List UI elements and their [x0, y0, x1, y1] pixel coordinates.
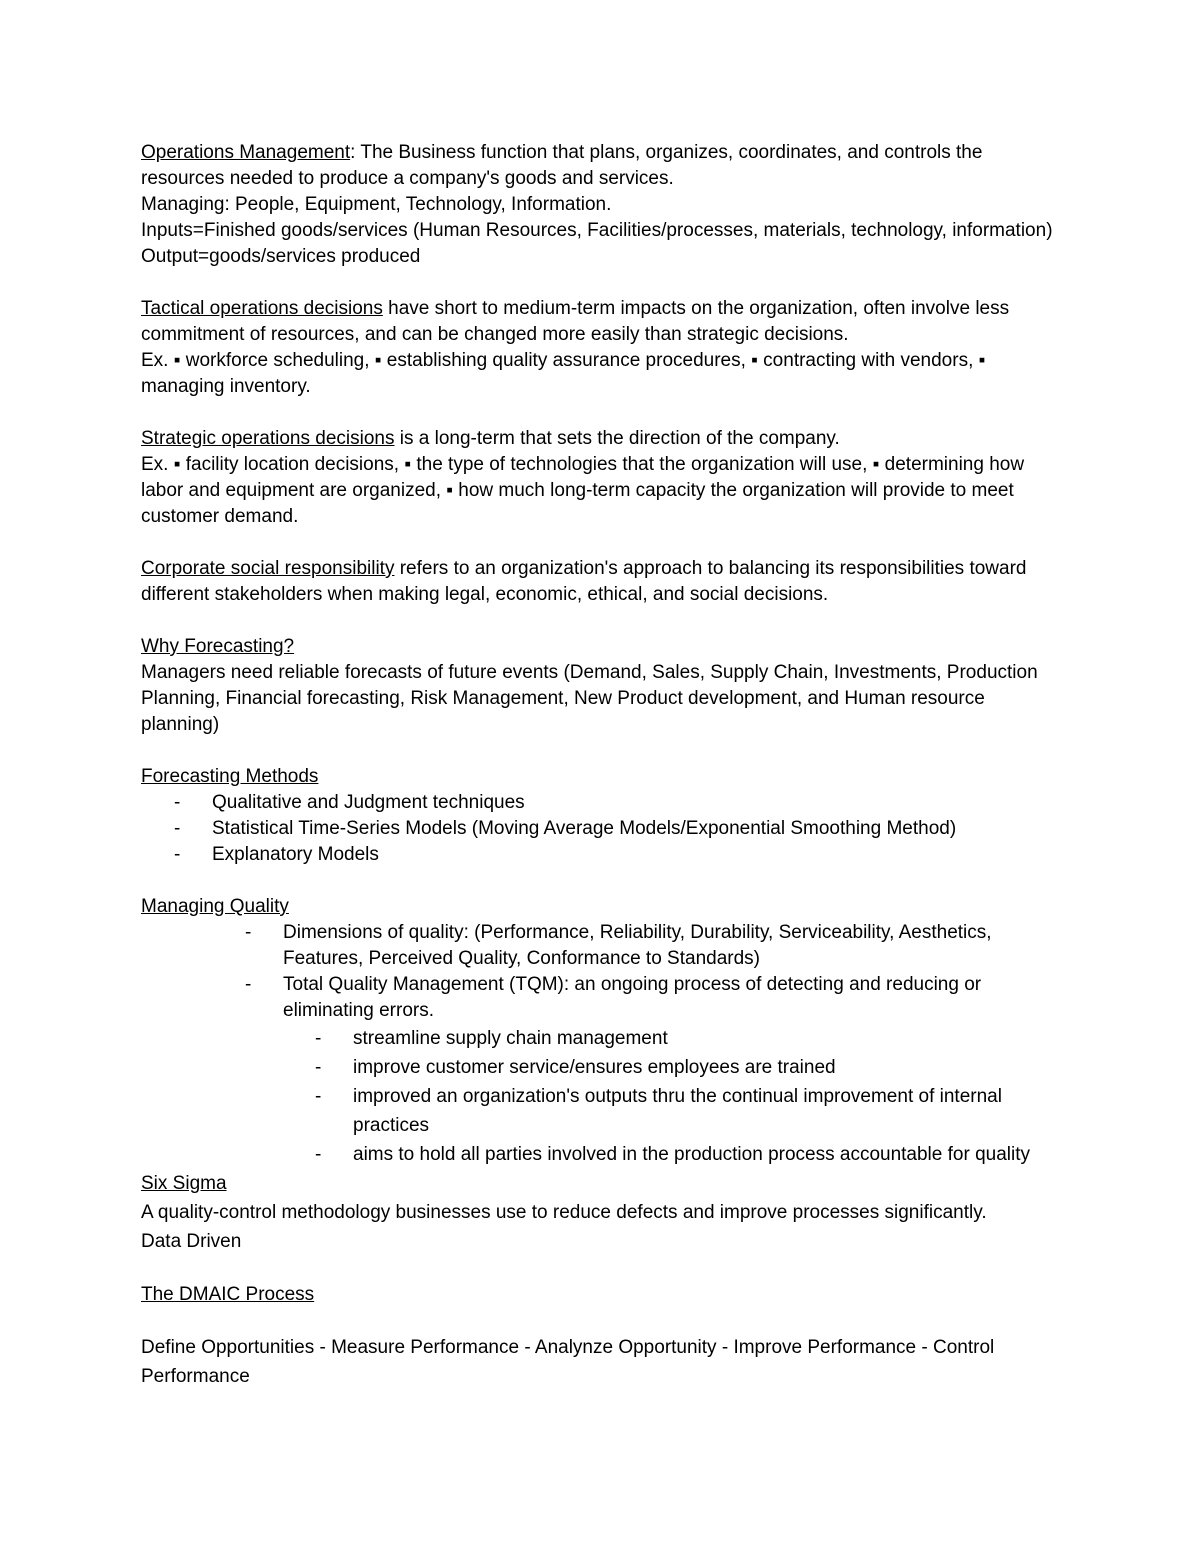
list-item [141, 1140, 1061, 1169]
list-item [141, 1024, 1061, 1053]
dash-bullet: - [315, 1144, 322, 1165]
tactical-definition: have short to medium-term impacts on the organization, often involve less commitment of resources, and can be changed more easily than strategic decisions. [141, 298, 1010, 345]
ops-mgmt-inputs: Inputs=Finished goods/services (Human Resources, Facilities/processes, materials, technology, information) [141, 220, 1053, 241]
dash-bullet: - [315, 1057, 322, 1078]
six-sigma-body: A quality-control methodology businesses use to reduce defects and improve processes significantly. [141, 1202, 987, 1223]
six-sigma-note: Data Driven [141, 1231, 242, 1252]
list-item-text: Statistical Time-Series Models (Moving Average Models/Exponential Smoothing Method) [212, 818, 957, 839]
list-item [141, 920, 1061, 972]
tqm-list [141, 1024, 1061, 1169]
forecasting-methods-heading: Forecasting Methods [141, 766, 319, 787]
managing-quality-list [141, 920, 1061, 1024]
list-item [141, 816, 1061, 842]
list-item-text: aims to hold all parties involved in the production process accountable for quality [353, 1144, 1030, 1165]
spacer [141, 1309, 1061, 1333]
list-item [141, 1053, 1061, 1082]
list-item-text: Qualitative and Judgment techniques [212, 792, 525, 813]
six-sigma-heading: Six Sigma [141, 1173, 227, 1194]
list-item [141, 842, 1061, 868]
spacer [141, 868, 1061, 894]
list-item-text: improved an organization's outputs thru the continual improvement of internal practices [353, 1086, 1002, 1136]
ops-mgmt-managing: Managing: People, Equipment, Technology, Information. [141, 194, 612, 215]
tactical-examples: Ex. ▪ workforce scheduling, ▪ establishing quality assurance procedures, ▪ contracting with vendors, ▪ managing inventory. [141, 350, 986, 397]
dash-bullet: - [315, 1086, 322, 1107]
ops-mgmt-term: Operations Management [141, 142, 351, 163]
dmaic-heading: The DMAIC Process [141, 1284, 315, 1305]
why-forecasting-heading: Why Forecasting? [141, 636, 295, 657]
ops-mgmt-output: Output=goods/services produced [141, 246, 421, 267]
csr-term: Corporate social responsibility [141, 558, 395, 579]
tactical-term: Tactical operations decisions [141, 298, 383, 319]
dash-bullet: - [174, 792, 181, 813]
ops-mgmt-definition: : The Business function that plans, organizes, coordinates, and controls the resources needed to produce a company's goods and services. [141, 142, 983, 189]
dash-bullet: - [245, 922, 252, 943]
csr-definition: refers to an organization's approach to balancing its responsibilities toward different stakeholders when making legal, economic, ethical, and social decisions. [141, 558, 1027, 605]
list-item-text: Total Quality Management (TQM): an ongoing process of detecting and reducing or eliminating errors. [283, 974, 982, 1021]
managing-quality-heading: Managing Quality [141, 896, 289, 917]
spacer [141, 530, 1061, 556]
ops-mgmt-definition-paragraph [141, 140, 1061, 192]
list-item-text: Dimensions of quality: (Performance, Reliability, Durability, Serviceability, Aesthetics, Features, Perceived Quality, Conformance to Standards) [283, 922, 992, 969]
spacer [141, 608, 1061, 634]
dash-bullet: - [174, 818, 181, 839]
document-page [141, 140, 1061, 1391]
spacer [141, 400, 1061, 426]
list-item [141, 972, 1061, 1024]
strategic-definition: is a long-term that sets the direction of the company. [394, 428, 840, 449]
tactical-definition-paragraph [141, 296, 1061, 348]
list-item-text: improve customer service/ensures employees are trained [353, 1057, 836, 1078]
forecasting-methods-list [141, 790, 1061, 868]
strategic-examples: Ex. ▪ facility location decisions, ▪ the type of technologies that the organization will use, ▪ determining how labor and equipment are organized, ▪ how much long-term capacity the organization will provide to meet customer demand. [141, 454, 1025, 527]
dash-bullet: - [315, 1028, 322, 1049]
list-item [141, 1082, 1061, 1140]
dash-bullet: - [245, 974, 252, 995]
dmaic-body: Define Opportunities - Measure Performance - Analynze Opportunity - Improve Performance - Control Performance [141, 1337, 995, 1387]
strategic-definition-paragraph [141, 426, 1061, 452]
list-item-text: Explanatory Models [212, 844, 379, 865]
list-item [141, 790, 1061, 816]
csr-definition-paragraph [141, 556, 1061, 608]
why-forecasting-body: Managers need reliable forecasts of future events (Demand, Sales, Supply Chain, Investments, Production Planning, Financial forecasting, Risk Management, New Product development, and Human resource planning) [141, 662, 1038, 735]
strategic-term: Strategic operations decisions [141, 428, 395, 449]
list-item-text: streamline supply chain management [353, 1028, 668, 1049]
spacer [141, 270, 1061, 296]
spacer [141, 738, 1061, 764]
dash-bullet: - [174, 844, 181, 865]
spacer [141, 1256, 1061, 1280]
